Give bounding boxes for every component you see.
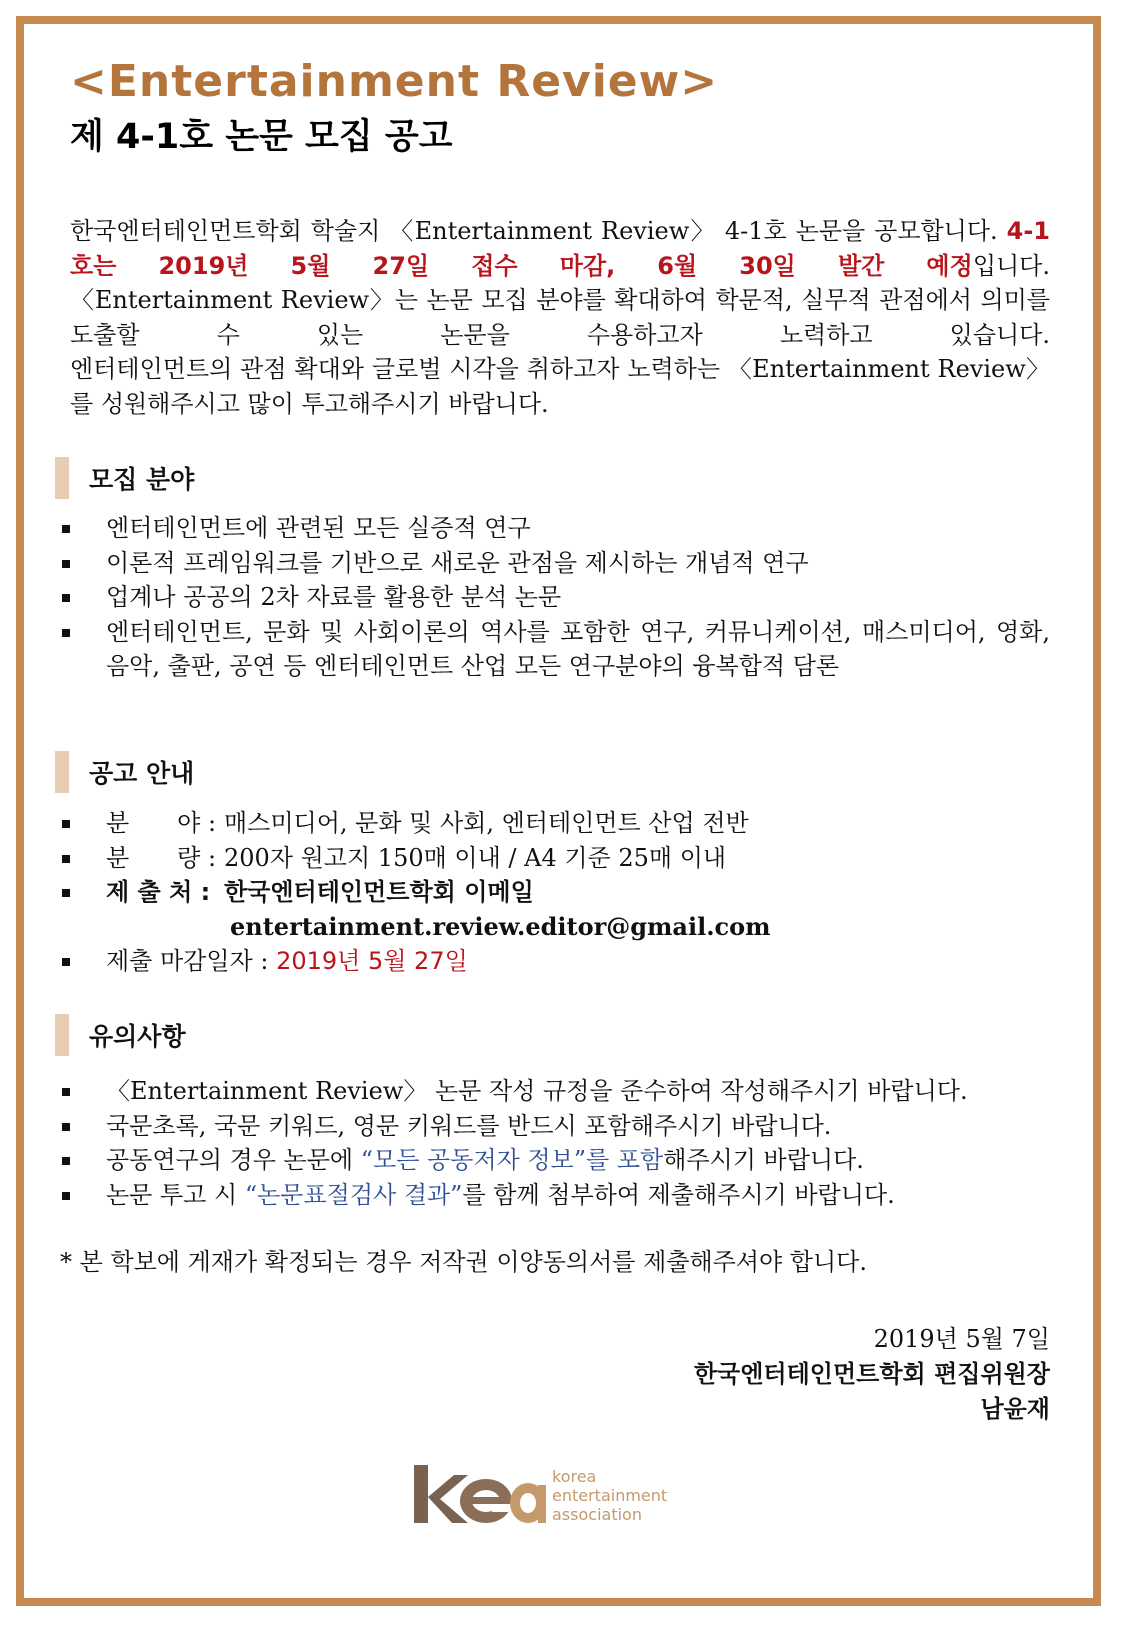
intro-paragraph-1 [70,214,1050,283]
submit-value: 한국엔터테인먼트학회 이메일 [224,878,534,906]
volume-label: 분 량 : [106,843,217,872]
intro-paragraph-2: 〈Entertainment Review〉는 논문 모집 분야를 확대하여 학문적, 실무적 관점에서 의미를 도출할 수 있는 논문을 수용하고자 노력하고 있습니다. [70,286,1050,349]
signature-org: 한국엔터테인먼트학회 편집위원장 [693,1360,1050,1388]
section-bar [55,457,69,499]
logo-word-korea: korea [552,1467,597,1486]
list-item [60,806,1050,841]
list-item: 이론적 프레임워크를 기반으로 새로운 관점을 제시하는 개념적 연구 [60,546,1050,581]
caution-text: 공동연구의 경우 논문에 [106,1146,361,1174]
list-item [60,841,1050,876]
kea-logo-icon [410,1463,550,1527]
intro-text [70,214,1050,421]
signature-block [694,1322,1050,1427]
caution-text: 를 함께 첨부하여 제출해주시기 바랍니다. [462,1180,895,1209]
caution-highlight: “모든 공동저자 정보”를 포함 [360,1146,664,1174]
logo-word-entertainment: entertainment [552,1486,668,1505]
notice-title: 제 4-1호 논문 모집 공고 [70,117,453,157]
section-header-notice [55,752,194,792]
section-title: 유의사항 [89,1022,186,1051]
kea-logo-text [552,1467,667,1524]
caution-text: 논문 투고 시 [106,1180,245,1209]
list-item: 엔터테인먼트, 문화 및 사회이론의 역사를 포함한 연구, 커뮤니케이션, 매스미디어, 영화, 음악, 출판, 공연 등 엔터테인먼트 산업 모든 연구분야의 융복합적 담론 [60,615,1050,684]
list-item [60,875,1050,944]
field-value: 매스미디어, 문화 및 사회, 엔터테인먼트 산업 전반 [224,809,749,837]
section-title: 모집 분야 [89,465,195,494]
intro-text-1b: 입니다. [972,251,1050,280]
notice-list [60,806,1050,979]
deadline-value: 2019년 5월 27일 [276,947,468,975]
journal-title: <Entertainment Review> [70,56,719,107]
section-header-cautions [55,1015,186,1055]
cautions-list [60,1074,1050,1212]
field-label: 분 야 : [106,809,217,837]
copyright-note: * 본 학보에 게재가 확정되는 경우 저작권 이양동의서를 제출해주셔야 합니다. [60,1248,867,1276]
submission-email: entertainment.review.editor@gmail.com [230,911,771,941]
kea-logo [410,1455,690,1535]
intro-deadline-highlight: 4-1호는 2019년 5월 27일 접수 마감, 6월 30일 발간 예정 [70,217,1050,280]
intro-text-1a: 한국엔터테인먼트학회 학술지 〈Entertainment Review〉 4-1호 논문을 공모합니다. [70,217,1007,245]
list-item: 〈Entertainment Review〉 논문 작성 규정을 준수하여 작성해주시기 바랍니다. [60,1074,1050,1109]
signature-date: 2019년 5월 7일 [873,1325,1050,1353]
section-bar [55,751,69,793]
section-title: 공고 안내 [89,759,195,788]
submit-label: 제 출 처 : [106,878,211,906]
caution-text: 해주시기 바랍니다. [663,1146,864,1174]
list-item: 엔터테인먼트에 관련된 모든 실증적 연구 [60,511,1050,546]
list-item [60,1143,1050,1178]
fields-list [60,511,1050,684]
deadline-label: 제출 마감일자 : [106,947,277,975]
signature-name: 남윤재 [980,1395,1050,1423]
list-item: 국문초록, 국문 키워드, 영문 키워드를 반드시 포함해주시기 바랍니다. [60,1109,1050,1144]
list-item [60,944,1050,979]
logo-word-association: association [552,1505,642,1524]
volume-value: 200자 원고지 150매 이내 / A4 기준 25매 이내 [224,843,727,872]
section-bar [55,1014,69,1056]
section-header-fields [55,458,194,498]
intro-paragraph-3: 엔터테인먼트의 관점 확대와 글로벌 시각을 취하고자 노력하는 〈Entertainment Review〉를 성원해주시고 많이 투고해주시기 바랍니다. [70,355,1050,418]
list-item [60,1178,1050,1213]
list-item: 업계나 공공의 2차 자료를 활용한 분석 논문 [60,580,1050,615]
caution-highlight: “논문표절검사 결과” [244,1180,463,1209]
